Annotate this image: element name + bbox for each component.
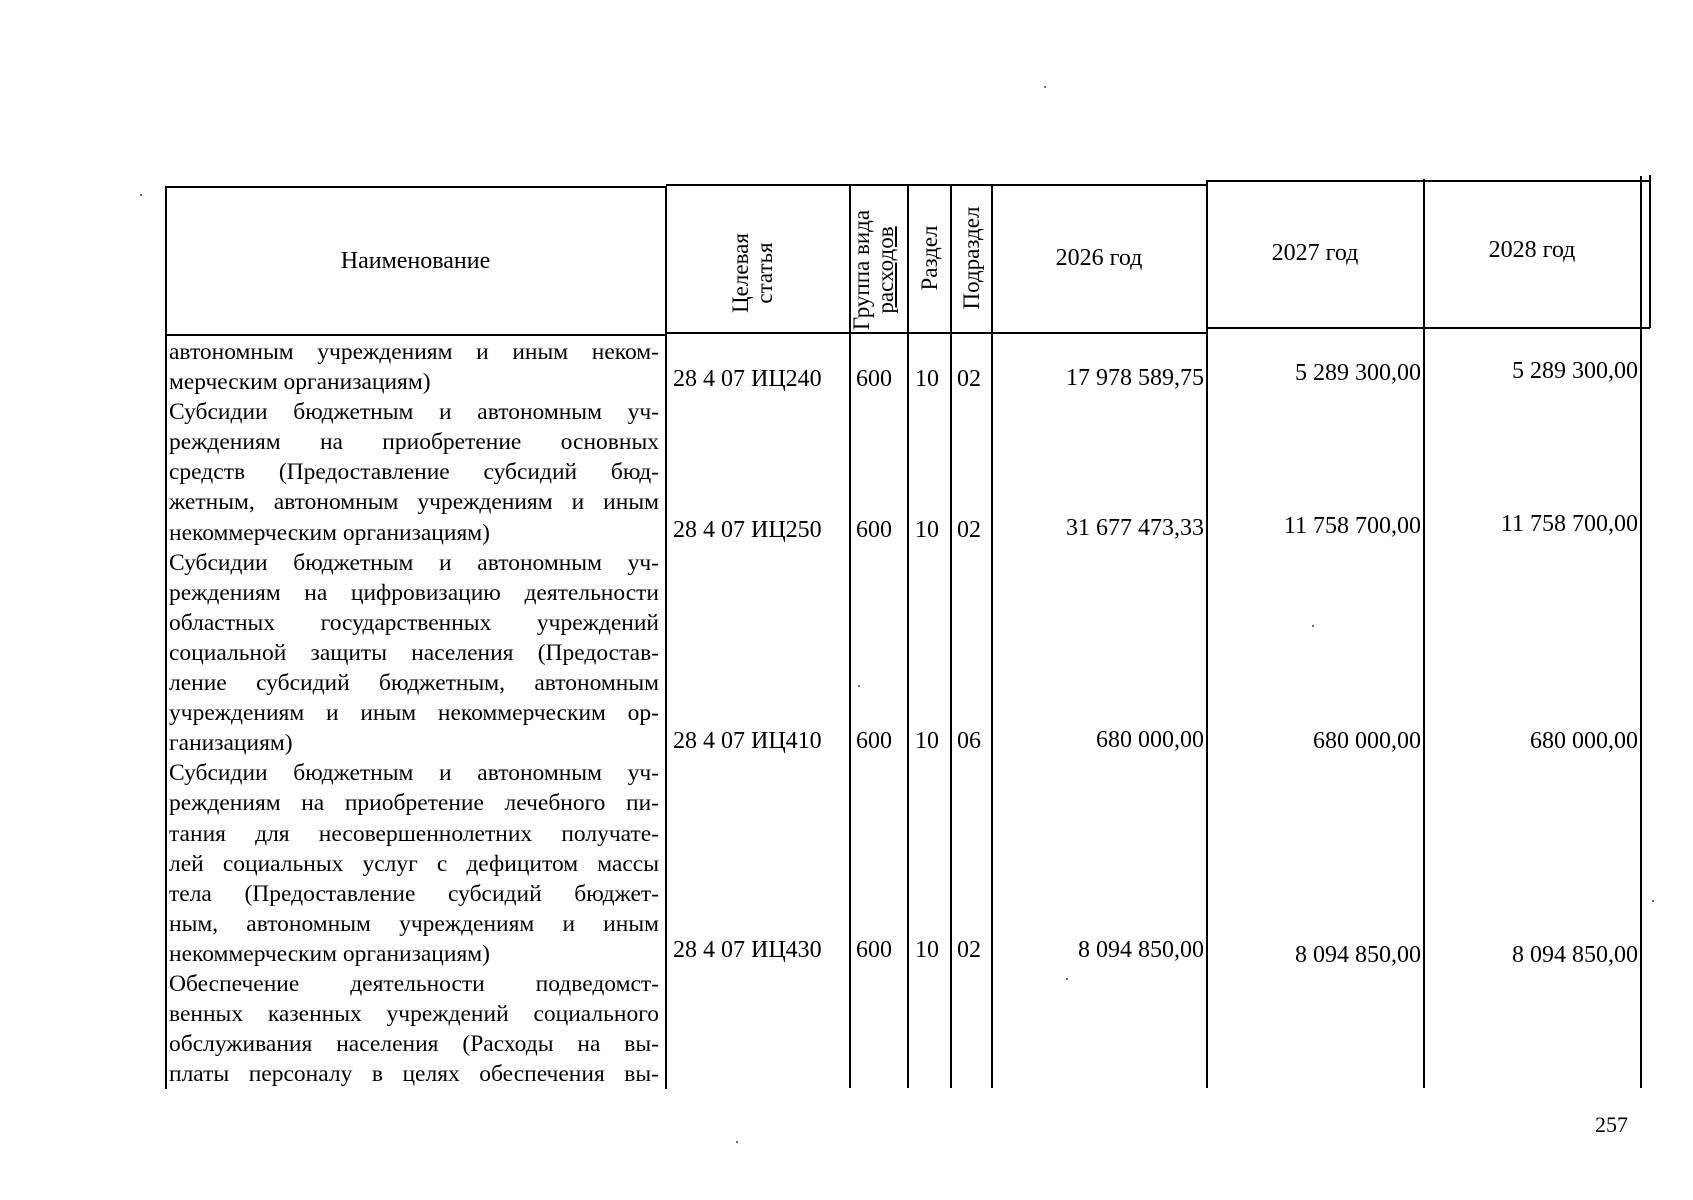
scan-speck <box>1066 978 1068 980</box>
name-line: некоммерческим организациям) <box>169 519 490 546</box>
name-line: жетным, автономным учреждениям и иным <box>169 489 659 516</box>
name-line: реждениям на приобретение основных <box>169 429 659 456</box>
amount-2027: 5 289 300,00 <box>1295 360 1421 386</box>
page-number: 257 <box>1595 1112 1628 1137</box>
column-divider <box>165 186 167 1089</box>
table-right-border <box>1649 175 1651 328</box>
column-divider <box>1423 179 1425 1088</box>
name-line: Субсидии бюджетным и автономным уч- <box>169 549 659 576</box>
table-top-border <box>1206 180 1650 182</box>
name-line: ление субсидий бюджетным, автономным <box>169 670 659 697</box>
amount-2026: 8 094 850,00 <box>1078 937 1204 963</box>
header-2027: 2027 год <box>1271 240 1359 266</box>
name-line: Обеспечение деятельности подведомст- <box>169 970 659 997</box>
column-divider <box>665 186 667 1089</box>
name-line: некоммерческим организациям) <box>169 940 490 967</box>
scan-speck <box>140 194 142 196</box>
target-cell: 28 4 07 ИЦ240 <box>673 366 822 392</box>
header-target: Целевая статья <box>728 233 778 313</box>
scan-speck <box>1044 86 1046 88</box>
header-bottom-border <box>1206 327 1650 329</box>
name-line: лей социальных услуг с дефицитом массы <box>169 850 659 877</box>
subsection-cell: 02 <box>957 937 981 963</box>
amount-2028: 5 289 300,00 <box>1512 358 1638 384</box>
amount-2026: 31 677 473,33 <box>1066 515 1204 541</box>
section-cell: 10 <box>915 517 939 543</box>
subsection-cell: 02 <box>957 366 981 392</box>
scan-speck <box>736 1141 738 1143</box>
name-line: областных государственных учреждений <box>169 609 659 636</box>
name-line: ным, автономным учреждениям и иным <box>169 910 659 937</box>
amount-2026: 17 978 589,75 <box>1066 365 1204 391</box>
header-name: Наименование <box>340 248 491 274</box>
target-cell: 28 4 07 ИЦ250 <box>673 517 822 543</box>
header-bottom-border <box>666 332 1206 334</box>
scan-speck <box>1652 900 1654 902</box>
column-divider <box>1640 176 1642 1088</box>
amount-2028: 11 758 700,00 <box>1500 511 1638 537</box>
section-cell: 10 <box>915 366 939 392</box>
name-line: средств (Предоставление субсидий бюд- <box>169 459 659 486</box>
name-line: мерческим организациям) <box>169 369 431 396</box>
header-2028: 2028 год <box>1488 237 1576 263</box>
name-line: Субсидии бюджетным и автономным уч- <box>169 399 659 426</box>
name-line: тела (Предоставление субсидий бюджет- <box>169 880 659 907</box>
subsection-cell: 02 <box>957 517 981 543</box>
header-group: Группа вида расходов <box>849 209 899 331</box>
amount-2027: 8 094 850,00 <box>1295 942 1421 968</box>
header-subsection: Подраздел <box>959 206 984 310</box>
table-top-border <box>166 186 666 188</box>
header-2026: 2026 год <box>1055 245 1143 271</box>
column-divider <box>991 184 993 1088</box>
group-cell: 600 <box>856 937 892 963</box>
amount-2027: 680 000,00 <box>1313 728 1421 754</box>
name-line: учреждениям и иным некоммерческим ор- <box>169 700 659 727</box>
name-column <box>169 337 659 1089</box>
name-line: реждениям на цифровизацию деятельности <box>169 579 659 606</box>
amount-2028: 8 094 850,00 <box>1512 942 1638 968</box>
table-top-border <box>666 184 1206 186</box>
section-cell: 10 <box>915 728 939 754</box>
name-line: автономным учреждениям и иным неком- <box>169 339 659 365</box>
amount-2028: 680 000,00 <box>1530 728 1638 754</box>
name-line: социальной защиты населения (Предостав- <box>169 639 659 666</box>
amount-2027: 11 758 700,00 <box>1283 513 1421 539</box>
name-line: ганизациям) <box>169 730 293 757</box>
name-line: Субсидии бюджетным и автономным уч- <box>169 760 659 787</box>
scan-speck <box>1312 625 1314 627</box>
name-line: тания для несовершеннолетних получате- <box>169 820 659 847</box>
name-line: платы персоналу в целях обеспечения вы- <box>169 1061 659 1088</box>
group-cell: 600 <box>856 517 892 543</box>
name-line: реждениям на приобретение лечебного пи- <box>169 790 659 817</box>
scan-speck <box>858 685 860 687</box>
target-cell: 28 4 07 ИЦ430 <box>673 937 822 963</box>
header-bottom-border <box>166 334 666 336</box>
group-cell: 600 <box>856 366 892 392</box>
column-divider <box>907 185 909 1088</box>
name-line: венных казенных учреждений социального <box>169 1001 659 1028</box>
name-line: обслуживания населения (Расходы на вы- <box>169 1031 659 1058</box>
header-section: Раздел <box>917 225 942 291</box>
target-cell: 28 4 07 ИЦ410 <box>673 728 822 754</box>
column-divider <box>1206 181 1208 1088</box>
subsection-cell: 06 <box>957 728 981 754</box>
section-cell: 10 <box>915 937 939 963</box>
group-cell: 600 <box>856 728 892 754</box>
amount-2026: 680 000,00 <box>1096 727 1204 753</box>
column-divider <box>950 185 952 1088</box>
